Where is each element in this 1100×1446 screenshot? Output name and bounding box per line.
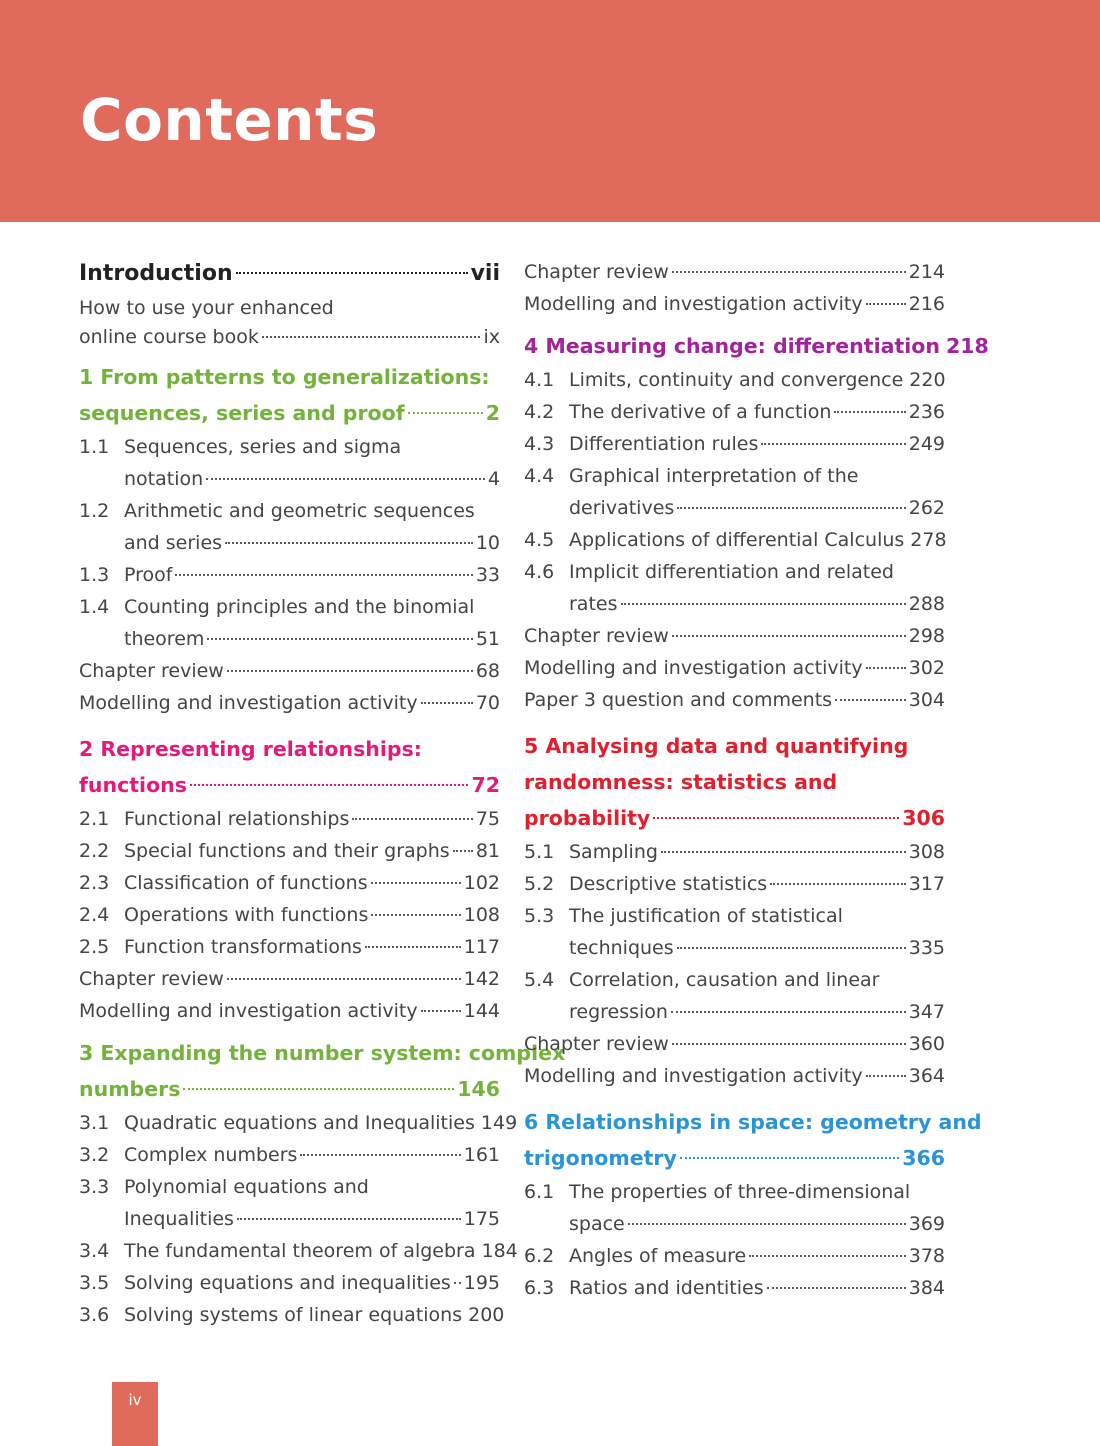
entry-title: regression: [569, 1001, 668, 1023]
dot-leader: [661, 851, 906, 853]
entry-title: Quadratic equations and Inequalities: [124, 1112, 475, 1134]
toc-entry-1-1-cont[interactable]: [79, 463, 500, 495]
entry-number: 3.3: [79, 1176, 110, 1198]
dot-leader: [183, 1088, 454, 1090]
toc-entry-3-1[interactable]: [79, 1107, 518, 1139]
toc-entry-4-5[interactable]: [524, 524, 945, 556]
chapter-3-heading-cont[interactable]: [79, 1071, 500, 1107]
dot-leader: [834, 411, 905, 413]
toc-entry-6-1-cont[interactable]: [524, 1208, 945, 1240]
entry-title: Modelling and investigation activity: [524, 1065, 863, 1087]
toc-entry-ch4-review[interactable]: [524, 620, 945, 652]
entry-page: 175: [463, 1208, 500, 1230]
chapter-2-heading-cont[interactable]: [79, 767, 500, 803]
entry-page: 304: [908, 689, 945, 711]
entry-title: Arithmetic and geometric sequences: [124, 500, 475, 522]
entry-title: Proof: [124, 564, 173, 586]
entry-page: 236: [908, 401, 945, 423]
entry-title: Implicit differentiation and related: [569, 561, 894, 583]
entry-title: Ratios and identities: [569, 1277, 764, 1299]
entry-title: Chapter review: [524, 625, 669, 647]
chapter-6-heading-cont[interactable]: [524, 1140, 945, 1176]
entry-page: 335: [908, 937, 945, 959]
entry-title: Descriptive statistics: [569, 873, 768, 895]
dot-leader: [453, 850, 473, 852]
toc-entry-4-4[interactable]: [524, 460, 945, 492]
entry-title: The fundamental theorem of algebra: [124, 1240, 476, 1262]
chapter-5-heading-cont[interactable]: [524, 800, 945, 836]
toc-entry-ch2-review[interactable]: [79, 963, 500, 995]
chapter-5-heading: 5 Analysing data and quantifying: [524, 734, 909, 758]
entry-page: 81: [475, 840, 500, 862]
entry-number: 2.5: [79, 936, 110, 958]
chapter-title: sequences, series and proof: [79, 401, 405, 425]
entry-title: Angles of measure: [569, 1245, 747, 1267]
dot-leader: [300, 1154, 460, 1156]
entry-page: 161: [463, 1144, 500, 1166]
toc-entry-2-2[interactable]: [79, 835, 500, 867]
entry-title: derivatives: [569, 497, 675, 519]
toc-entry-ch5-modelling[interactable]: [524, 1060, 945, 1092]
entry-title: Chapter review: [79, 660, 224, 682]
entry-title: rates: [569, 593, 618, 615]
dot-leader: [175, 574, 472, 576]
dot-leader: [365, 946, 461, 948]
dot-leader: [421, 1010, 461, 1012]
entry-number: 1.1: [79, 436, 110, 458]
entry-title: Modelling and investigation activity: [79, 1000, 418, 1022]
entry-number: 5.4: [524, 969, 555, 991]
entry-number: 3.1: [79, 1112, 110, 1134]
entry-title: Special functions and their graphs: [124, 840, 450, 862]
dot-leader: [672, 1043, 906, 1045]
chapter-title: probability: [524, 806, 651, 830]
dot-leader: [621, 603, 906, 605]
entry-page: 302: [908, 657, 945, 679]
toc-entry-ch3-modelling[interactable]: [524, 288, 945, 320]
entry-title: Complex numbers: [124, 1144, 298, 1166]
dot-leader: [671, 1011, 906, 1013]
toc-entry-ch3-review[interactable]: [524, 256, 945, 288]
entry-page: 144: [463, 1000, 500, 1022]
entry-page: 369: [908, 1213, 945, 1235]
entry-title: Limits, continuity and convergence: [569, 369, 904, 391]
entry-page: 184: [481, 1240, 518, 1262]
dot-leader: [767, 1287, 906, 1289]
dot-leader: [227, 670, 473, 672]
dot-leader: [628, 1223, 906, 1225]
entry-title: Inequalities: [124, 1208, 234, 1230]
entry-page: 117: [463, 936, 500, 958]
toc-entry-1-4[interactable]: [79, 591, 500, 623]
entry-number: 4.6: [524, 561, 555, 583]
entry-title: Function transformations: [124, 936, 362, 958]
toc-entry-1-2[interactable]: [79, 495, 500, 527]
dot-leader: [371, 882, 461, 884]
dot-leader: [408, 412, 483, 414]
toc-entry-2-4[interactable]: [79, 899, 500, 931]
dot-leader: [190, 784, 469, 786]
entry-page: 108: [463, 904, 500, 926]
entry-title: theorem: [124, 628, 205, 650]
entry-number: 4.4: [524, 465, 555, 487]
entry-title: Operations with functions: [124, 904, 369, 926]
entry-page: 278: [910, 529, 947, 551]
entry-page: 68: [475, 660, 500, 682]
entry-page: vii: [470, 261, 500, 286]
header-banner: [0, 0, 1100, 222]
chapter-1-heading: 1 From patterns to generalizations:: [79, 365, 490, 389]
entry-number: 4.3: [524, 433, 555, 455]
page-number: iv: [128, 1391, 142, 1409]
entry-title: and series: [124, 532, 223, 554]
toc-entry-1-2-cont[interactable]: [79, 527, 500, 559]
toc-entry-5-4[interactable]: [524, 964, 945, 996]
dot-leader: [866, 303, 906, 305]
toc-entry-4-1[interactable]: [524, 364, 945, 396]
dot-leader: [653, 817, 899, 819]
chapter-title: trigonometry: [524, 1146, 677, 1170]
entry-page: 378: [908, 1245, 945, 1267]
entry-page: 200: [468, 1304, 505, 1326]
dot-leader: [677, 947, 906, 949]
entry-number: 2.3: [79, 872, 110, 894]
toc-entry-4-2[interactable]: [524, 396, 945, 428]
chapter-title: functions: [79, 773, 187, 797]
dot-leader: [672, 271, 906, 273]
entry-page: 10: [475, 532, 500, 554]
toc-entry-3-5[interactable]: [79, 1267, 500, 1299]
entry-title: The derivative of a function: [569, 401, 832, 423]
dot-leader: [672, 635, 906, 637]
entry-number: 4.2: [524, 401, 555, 423]
entry-page: 51: [475, 628, 500, 650]
toc-entry-2-1[interactable]: [79, 803, 500, 835]
entry-title: Modelling and investigation activity: [524, 657, 863, 679]
toc-entry-ch2-modelling[interactable]: [79, 995, 500, 1027]
chapter-page: 146: [457, 1077, 500, 1101]
entry-page: 220: [909, 369, 946, 391]
entry-title: Chapter review: [524, 261, 669, 283]
entry-title: Polynomial equations and: [124, 1176, 369, 1198]
toc-entry-5-4-cont[interactable]: [524, 996, 945, 1028]
entry-page: 70: [475, 692, 500, 714]
entry-number: 1.2: [79, 500, 110, 522]
entry-number: 6.2: [524, 1245, 555, 1267]
entry-page: 102: [463, 872, 500, 894]
entry-page: 347: [908, 1001, 945, 1023]
chapter-page: 366: [902, 1146, 945, 1170]
entry-title: How to use your enhanced: [79, 297, 334, 319]
toc-entry-5-2[interactable]: [524, 868, 945, 900]
entry-number: 1.4: [79, 596, 110, 618]
toc-entry-ch5-review[interactable]: [524, 1028, 945, 1060]
entry-page: 298: [908, 625, 945, 647]
dot-leader: [770, 883, 906, 885]
entry-title: Introduction: [79, 261, 233, 286]
entry-page: 195: [463, 1272, 500, 1294]
toc-entry-ch4-modelling[interactable]: [524, 652, 945, 684]
chapter-title: 4 Measuring change: differentiation: [524, 334, 940, 358]
toc-entry-6-2[interactable]: [524, 1240, 945, 1272]
entry-page: 262: [908, 497, 945, 519]
toc-entry-1-4-cont[interactable]: [79, 623, 500, 655]
dot-leader: [835, 699, 906, 701]
entry-page: 4: [487, 468, 500, 490]
entry-page: 214: [908, 261, 945, 283]
entry-page: 149: [480, 1112, 518, 1134]
entry-number: 2.1: [79, 808, 110, 830]
chapter-4-heading[interactable]: [524, 328, 989, 364]
entry-page: ix: [483, 326, 500, 348]
dot-leader: [749, 1255, 906, 1257]
entry-title: Modelling and investigation activity: [79, 692, 418, 714]
dot-leader: [761, 443, 905, 445]
entry-page: 33: [475, 564, 500, 586]
toc-entry-3-3[interactable]: [79, 1171, 500, 1203]
entry-number: 3.6: [79, 1304, 110, 1326]
entry-title: Sampling: [569, 841, 658, 863]
entry-title: Chapter review: [524, 1033, 669, 1055]
chapter-page: 306: [902, 806, 945, 830]
entry-title: Graphical interpretation of the: [569, 465, 859, 487]
dot-leader: [227, 978, 461, 980]
toc-entry-ch1-modelling[interactable]: [79, 687, 500, 719]
toc-entry-5-1[interactable]: [524, 836, 945, 868]
dot-leader: [677, 507, 905, 509]
entry-page: 216: [908, 293, 945, 315]
entry-number: 4.1: [524, 369, 555, 391]
dot-leader: [866, 667, 906, 669]
entry-title: The justification of statistical: [569, 905, 843, 927]
entry-page: 317: [908, 873, 945, 895]
toc-entry-5-3-cont[interactable]: [524, 932, 945, 964]
dot-leader: [352, 818, 472, 820]
entry-title: Classification of functions: [124, 872, 368, 894]
chapter-2-heading: 2 Representing relationships:: [79, 737, 422, 761]
entry-title: space: [569, 1213, 625, 1235]
entry-number: 1.3: [79, 564, 110, 586]
dot-leader: [225, 542, 473, 544]
entry-title: The properties of three-dimensional: [569, 1181, 911, 1203]
toc-entry-howto[interactable]: [79, 294, 500, 323]
entry-number: 3.2: [79, 1144, 110, 1166]
dot-leader: [454, 1282, 461, 1284]
entry-number: 2.4: [79, 904, 110, 926]
entry-title: Correlation, causation and linear: [569, 969, 880, 991]
dot-leader: [207, 638, 472, 640]
entry-number: 5.1: [524, 841, 555, 863]
entry-page: 308: [908, 841, 945, 863]
toc-entry-3-2[interactable]: [79, 1139, 500, 1171]
entry-title: Counting principles and the binomial: [124, 596, 475, 618]
entry-number: 5.3: [524, 905, 555, 927]
entry-title: Functional relationships: [124, 808, 350, 830]
entry-page: 384: [908, 1277, 945, 1299]
toc-entry-3-4[interactable]: [79, 1235, 518, 1267]
entry-title: online course book: [79, 326, 259, 348]
page-number-tab: [112, 1382, 158, 1446]
toc-entry-4-3[interactable]: [524, 428, 945, 460]
page-title: Contents: [80, 86, 379, 154]
dot-leader: [206, 478, 485, 480]
dot-leader: [236, 272, 468, 274]
entry-title: Differentiation rules: [569, 433, 759, 455]
entry-page: 142: [463, 968, 500, 990]
entry-number: 2.2: [79, 840, 110, 862]
entry-title: Modelling and investigation activity: [524, 293, 863, 315]
toc-entry-1-1[interactable]: [79, 431, 500, 463]
chapter-page: 2: [485, 401, 500, 425]
toc-entry-4-6[interactable]: [524, 556, 945, 588]
dot-leader: [371, 914, 460, 916]
toc-entry-3-6[interactable]: [79, 1299, 505, 1331]
entry-number: 4.5: [524, 529, 555, 551]
toc-entry-introduction[interactable]: [79, 256, 500, 292]
toc-entry-2-3[interactable]: [79, 867, 500, 899]
entry-title: Sequences, series and sigma: [124, 436, 402, 458]
toc-entry-2-5[interactable]: [79, 931, 500, 963]
entry-title: Solving systems of linear equations: [124, 1304, 463, 1326]
toc-entry-1-3[interactable]: [79, 559, 500, 591]
chapter-page: 72: [471, 773, 500, 797]
chapter-3-heading: 3 Expanding the number system: complex: [79, 1041, 566, 1065]
toc-entry-6-1[interactable]: [524, 1176, 945, 1208]
entry-title: Solving equations and inequalities: [124, 1272, 451, 1294]
toc-entry-4-6-cont[interactable]: [524, 588, 945, 620]
toc-entry-6-3[interactable]: [524, 1272, 945, 1304]
dot-leader: [237, 1218, 461, 1220]
toc-entry-howto-cont[interactable]: [79, 323, 500, 351]
entry-page: 364: [908, 1065, 945, 1087]
entry-page: 249: [908, 433, 945, 455]
entry-page: 288: [908, 593, 945, 615]
toc-entry-4-4-cont[interactable]: [524, 492, 945, 524]
entry-title: techniques: [569, 937, 674, 959]
toc-entry-ch4-paper3[interactable]: [524, 684, 945, 716]
chapter-title: numbers: [79, 1077, 181, 1101]
chapter-1-heading-cont[interactable]: [79, 395, 500, 431]
entry-page: 360: [908, 1033, 945, 1055]
dot-leader: [262, 336, 481, 338]
chapter-5-heading-line2: randomness: statistics and: [524, 770, 838, 794]
entry-title: notation: [124, 468, 204, 490]
entry-title: Chapter review: [79, 968, 224, 990]
dot-leader: [866, 1075, 906, 1077]
dot-leader: [421, 702, 473, 704]
chapter-page: 218: [945, 334, 989, 358]
entry-number: 6.1: [524, 1181, 555, 1203]
dot-leader: [680, 1157, 899, 1159]
entry-number: 6.3: [524, 1277, 555, 1299]
entry-title: Applications of differential Calculus: [569, 529, 905, 551]
toc-right-column: [524, 256, 989, 1304]
chapter-6-heading: 6 Relationships in space: geometry and: [524, 1110, 982, 1134]
entry-number: 3.5: [79, 1272, 110, 1294]
entry-number: 3.4: [79, 1240, 110, 1262]
toc-entry-3-3-cont[interactable]: [79, 1203, 500, 1235]
toc-entry-5-3[interactable]: [524, 900, 945, 932]
toc-entry-ch1-review[interactable]: [79, 655, 500, 687]
entry-number: 5.2: [524, 873, 555, 895]
entry-page: 75: [475, 808, 500, 830]
entry-title: Paper 3 question and comments: [524, 689, 833, 711]
